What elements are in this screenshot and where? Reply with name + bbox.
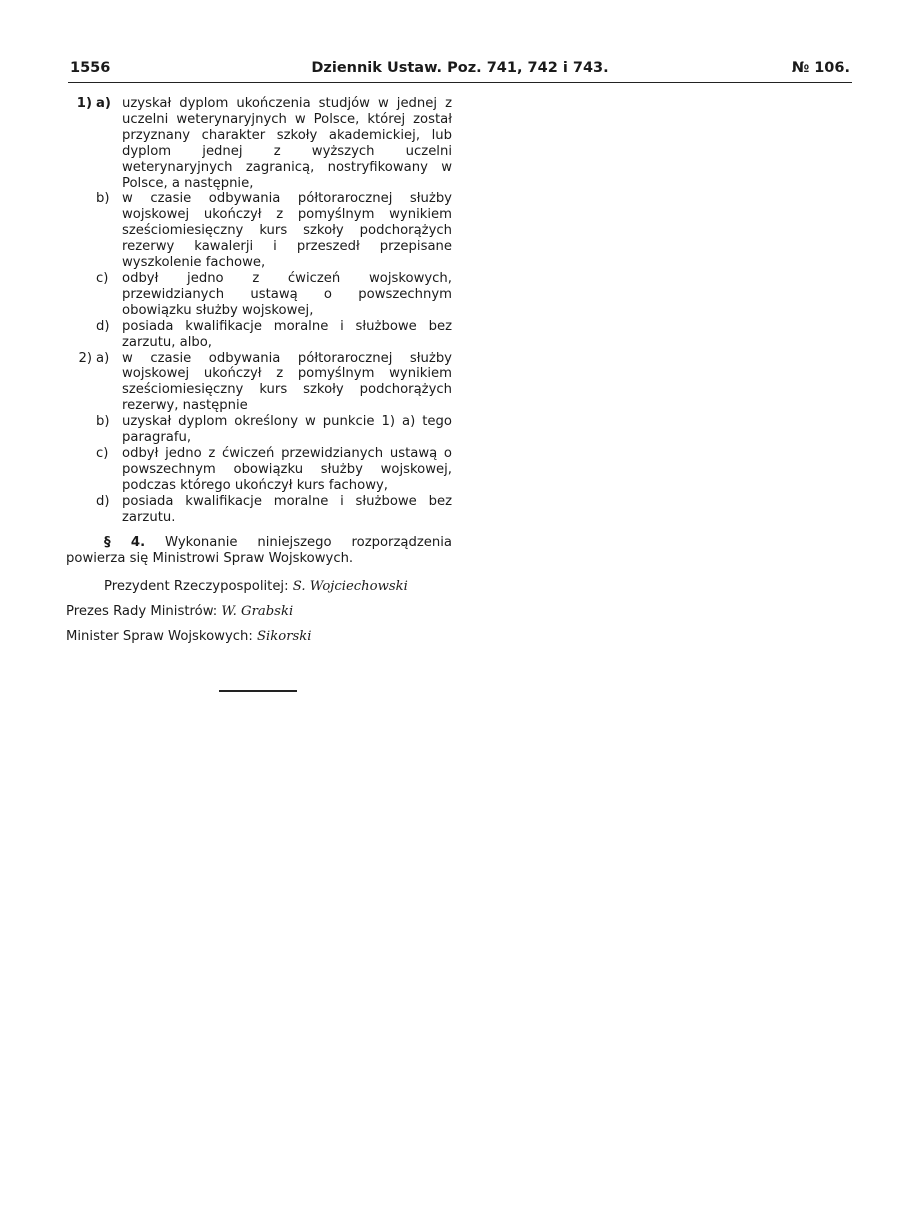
closing-rule <box>219 690 297 692</box>
signature-president <box>66 578 452 595</box>
list-item <box>66 494 452 526</box>
signature-prime-minister <box>66 603 452 620</box>
signature-role: Prezydent Rzeczypospolitej: <box>104 579 289 595</box>
item-letter: d) <box>96 318 110 334</box>
item-text: odbył jedno z ćwiczeń przewidzianych ustawą o powszechnym obowiązku służby wojskowej, podczas którego ukończył kurs fachowy, <box>122 445 452 493</box>
signature-role: Prezes Rady Ministrów: <box>66 604 218 620</box>
signature-name: W. Grabski <box>221 604 294 620</box>
item-number: 2) <box>78 350 92 366</box>
page-header <box>70 60 850 82</box>
signature-role: Minister Spraw Wojskowych: <box>66 629 253 645</box>
signature-name: S. Wojciechowski <box>292 579 408 595</box>
item-letter: c) <box>96 445 109 461</box>
list-item <box>66 414 452 446</box>
item-text: w czasie odbywania półtorarocznej służby wojskowej ukończył z pomyślnym wynikiem sześciomiesięczny kurs szkoły podchorążych rezerwy kawalerji i przeszedł przepisane wyszkolenie fachowe, <box>122 191 452 271</box>
item-text: posiada kwalifikacje moralne i służbowe bez zarzutu, albo, <box>122 318 452 350</box>
list-item <box>66 351 452 415</box>
item-number: 1) <box>76 96 92 111</box>
header-rule <box>68 82 852 83</box>
signature-military-minister <box>66 628 452 645</box>
text-column <box>66 96 452 645</box>
issue-number: № 106. <box>791 60 850 76</box>
item-text: uzyskał dyplom ukończenia studjów w jednej z uczelni weterynaryjnych w Polsce, której został przyznany charakter szkoły akademickiej, lub dyplom jednej z wyższych uczelni weterynaryjnych zagranicą, nostryfikowany w Polsce, a następnie, <box>122 96 452 191</box>
list-item <box>66 96 452 191</box>
item-letter: d) <box>96 493 110 509</box>
item-text: uzyskał dyplom określony w punkcie 1) a) tego paragrafu, <box>122 414 452 446</box>
list-item <box>66 191 452 271</box>
page-number: 1556 <box>70 60 111 76</box>
section-mark: § 4. <box>104 535 146 551</box>
item-text: w czasie odbywania półtorarocznej służby wojskowej ukończył z pomyślnym wynikiem sześciomiesięczny kurs szkoły podchorążych rezerwy, następnie <box>122 350 452 414</box>
signature-name: Sikorski <box>257 629 312 645</box>
item-letter: a) <box>96 350 110 366</box>
item-text: posiada kwalifikacje moralne i służbowe bez zarzutu. <box>122 493 452 525</box>
item-letter: a) <box>96 96 111 111</box>
item-letter: c) <box>96 270 109 286</box>
list-item <box>66 271 452 319</box>
list-item <box>66 446 452 494</box>
list-item <box>66 319 452 351</box>
item-letter: b) <box>96 191 110 207</box>
journal-title: Dziennik Ustaw. Poz. 741, 742 i 743. <box>311 60 609 76</box>
item-letter: b) <box>96 414 110 430</box>
item-text: odbył jedno z ćwiczeń wojskowych, przewidzianych ustawą o powszechnym obowiązku służby wojskowej, <box>122 270 452 318</box>
section-4-paragraph <box>66 535 452 567</box>
section-text: Wykonanie niniejszego rozporządzenia powierza się Ministrowi Spraw Wojskowych. <box>66 535 452 567</box>
